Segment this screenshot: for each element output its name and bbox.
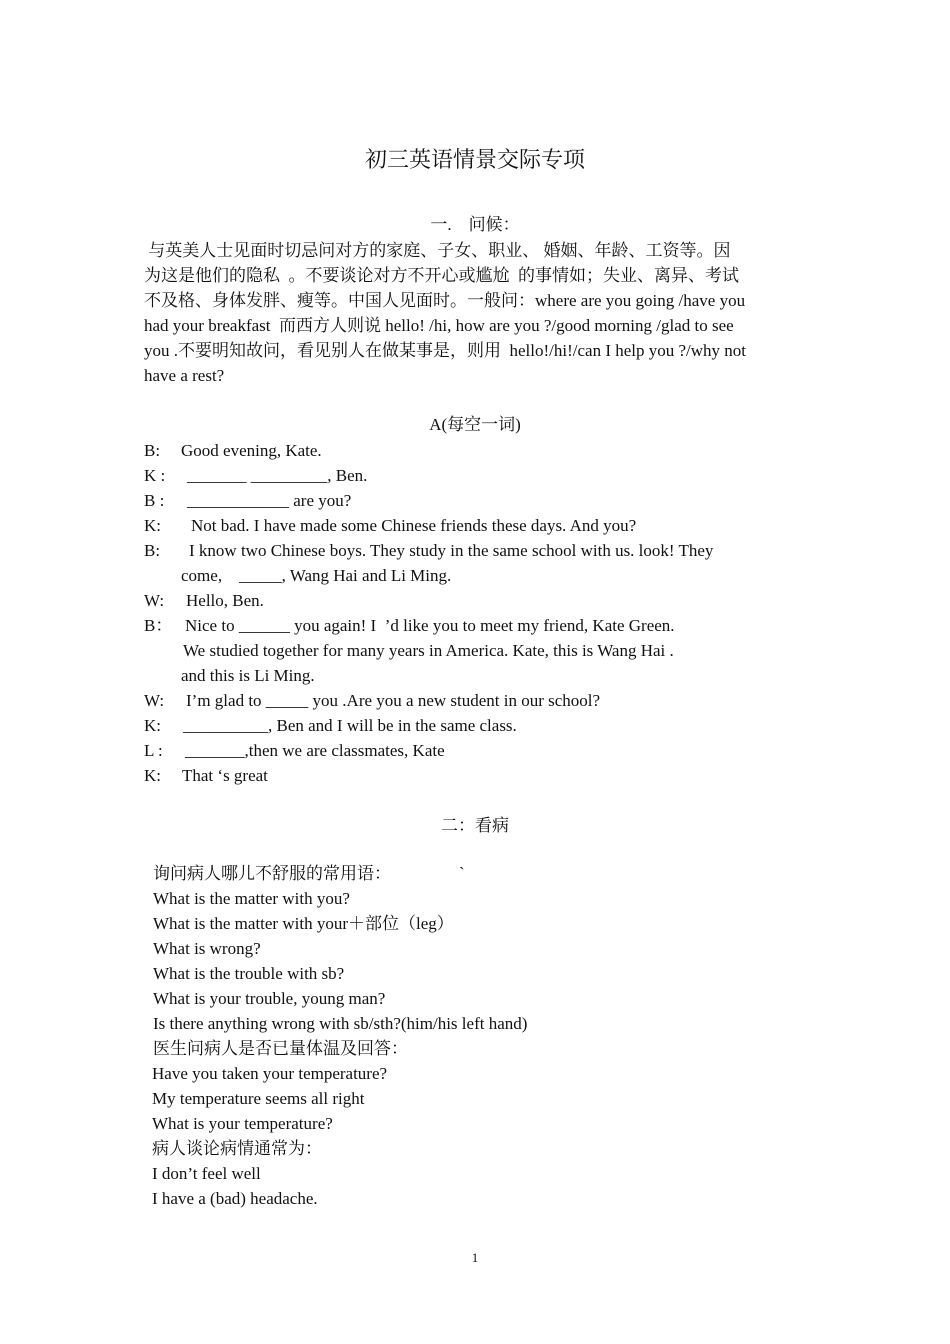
phrase-line: Have you taken your temperature?	[152, 1064, 388, 1083]
section-heading-greeting: 一. 问候：	[430, 215, 520, 234]
dialogue-speaker: B:	[144, 541, 161, 560]
dialogue-text: _______ _________, Ben.	[187, 466, 368, 485]
dialogue-text: Nice to ______ you again! I ’d like you to meet my friend, Kate Green.	[185, 616, 675, 635]
page-number: 1	[471, 1250, 479, 1265]
phrase-line: 病人谈论病情通常为：	[152, 1139, 322, 1158]
phrase-line: What is the matter with your＋部位（leg）	[153, 914, 454, 933]
phrase-line: I don’t feel well	[152, 1164, 261, 1183]
page-title: 初三英语情景交际专项	[364, 147, 585, 172]
dialogue-speaker: K:	[144, 716, 161, 735]
phrase-line: What is your trouble, young man?	[153, 989, 386, 1008]
intro-paragraph-line: 不及格、身体发胖、瘦等。中国人见面时。一般问：where are you going /have you	[144, 291, 746, 310]
dialogue-continuation: come, _____, Wang Hai and Li Ming.	[181, 566, 452, 585]
dialogue-text: _______,then we are classmates, Kate	[185, 741, 445, 760]
dialogue-speaker: L :	[144, 741, 163, 760]
dialogue-speaker: B:	[144, 441, 161, 460]
phrase-line: 询问病人哪儿不舒服的常用语： `	[153, 864, 465, 883]
intro-paragraph-line: have a rest?	[144, 366, 225, 385]
dialogue-text: __________, Ben and I will be in the same class.	[183, 716, 517, 735]
dialogue-speaker: K:	[144, 766, 161, 785]
dialogue-speaker: K :	[144, 466, 166, 485]
intro-paragraph-line: 为这是他们的隐私 。不要谈论对方不开心或尴尬 的事情如；失业、离异、考试	[144, 266, 739, 285]
dialogue-speaker: W:	[144, 591, 165, 610]
dialogue-text: Hello, Ben.	[186, 591, 264, 610]
exercise-a-heading: A(每空一词)	[429, 415, 521, 434]
phrase-line: Is there anything wrong with sb/sth?(him/his left hand)	[153, 1014, 528, 1033]
dialogue-speaker: W:	[144, 691, 165, 710]
phrase-line: I have a (bad) headache.	[152, 1189, 318, 1208]
intro-paragraph-line: 与英美人士见面时切忌问对方的家庭、子女、职业、 婚姻、年龄、工资等。因	[144, 241, 731, 260]
dialogue-speaker: B :	[144, 491, 165, 510]
dialogue-text: ____________ are you?	[187, 491, 352, 510]
dialogue-speaker: B：	[144, 616, 173, 635]
section-heading-seeing-doctor: 二：看病	[441, 816, 509, 835]
dialogue-text: That ‘s great	[182, 766, 268, 785]
dialogue-text: Not bad. I have made some Chinese friends these days. And you?	[191, 516, 637, 535]
dialogue-text: Good evening, Kate.	[181, 441, 322, 460]
phrase-line: My temperature seems all right	[152, 1089, 365, 1108]
dialogue-text: I know two Chinese boys. They study in the same school with us. look! They	[189, 541, 714, 560]
phrase-line: What is your temperature?	[152, 1114, 333, 1133]
dialogue-speaker: K:	[144, 516, 161, 535]
phrase-line: What is the matter with you?	[153, 889, 350, 908]
dialogue-continuation: We studied together for many years in America. Kate, this is Wang Hai .	[183, 641, 674, 660]
dialogue-continuation: and this is Li Ming.	[181, 666, 315, 685]
intro-paragraph-line: had your breakfast 而西方人则说 hello! /hi, how are you ?/good morning /glad to see	[144, 316, 734, 335]
phrase-line: What is wrong?	[153, 939, 261, 958]
phrase-line: 医生问病人是否已量体温及回答：	[153, 1039, 408, 1058]
phrase-line: What is the trouble with sb?	[153, 964, 345, 983]
dialogue-text: I’m glad to _____ you .Are you a new student in our school?	[186, 691, 601, 710]
intro-paragraph-line: you .不要明知故问，看见别人在做某事是，则用 hello!/hi!/can I help you ?/why not	[144, 341, 747, 360]
